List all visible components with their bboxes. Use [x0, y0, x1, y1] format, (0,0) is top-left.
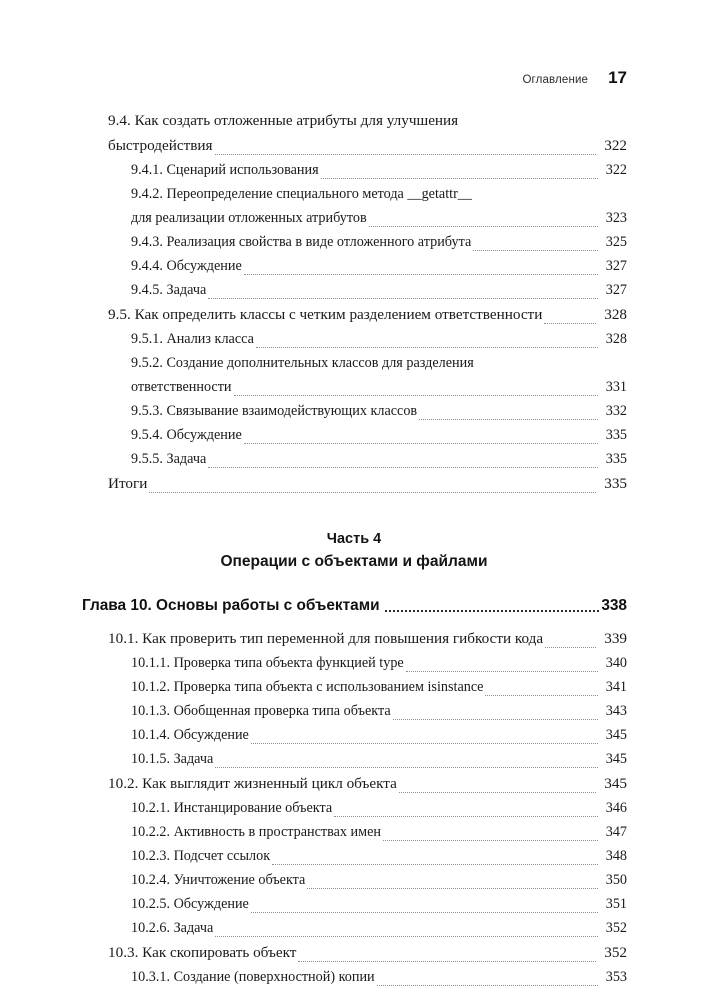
toc-entry[interactable]	[82, 868, 627, 892]
toc-entry-page: 328	[605, 331, 627, 347]
dot-leader	[251, 742, 598, 744]
toc-entry-page: 343	[605, 703, 627, 719]
toc-entry-page: 335	[605, 427, 627, 443]
toc-entry-label: 9.4.4. Обсуждение	[131, 258, 242, 274]
toc-entry-page: 350	[605, 872, 627, 888]
toc-entry[interactable]	[82, 820, 627, 844]
toc-entry-page: 353	[605, 969, 627, 985]
toc-entry-label: 10.2.3. Подсчет ссылок	[131, 848, 271, 864]
toc-entry-page: 322	[604, 137, 627, 154]
toc-entry-page: 348	[605, 848, 627, 864]
toc-entry-page: 327	[605, 282, 627, 298]
toc-entry-label: 9.5.1. Анализ класса	[131, 331, 254, 347]
dot-leader	[307, 887, 598, 889]
toc-entry-page: 341	[605, 679, 627, 695]
running-head-title: Оглавление	[522, 74, 589, 86]
toc-entry-label: 10.3. Как скопировать объект	[108, 944, 297, 961]
toc-entry-label: 10.3.1. Создание (поверхностной) копии	[131, 969, 375, 985]
dot-leader	[334, 815, 598, 817]
toc-entry-page: 345	[604, 775, 627, 792]
toc-entry[interactable]	[82, 158, 627, 182]
toc-entry-label: 10.1.2. Проверка типа объекта с использованием isinstance	[131, 679, 484, 695]
toc-entry-label: 9.5.3. Связывание взаимодействующих классов	[131, 403, 418, 419]
toc-entry-page: 332	[605, 403, 627, 419]
toc-entry-page: 328	[604, 306, 627, 323]
chapter-heading-page: 338	[601, 597, 627, 614]
toc-entry[interactable]	[82, 651, 627, 675]
toc-entry-page: 335	[605, 451, 627, 467]
toc-entry-label: 10.2.5. Обсуждение	[131, 896, 249, 912]
dot-leader	[215, 935, 598, 937]
toc-entry-label-cont: быстродействия	[108, 137, 213, 154]
dot-leader	[393, 718, 598, 720]
toc-entry[interactable]	[82, 940, 627, 965]
part-heading-title: Операции с объектами и файлами	[220, 553, 488, 570]
dot-leader	[149, 491, 596, 493]
toc-entry-label: 10.1.1. Проверка типа объекта функцией type	[131, 655, 404, 671]
toc-entry-page: 322	[605, 162, 627, 178]
toc-entry-page: 335	[604, 475, 627, 492]
toc-entry-label: 9.4.5. Задача	[131, 282, 207, 298]
toc-entry-line-2	[131, 206, 627, 230]
toc-entry-label: 10.2.4. Уничтожение объекта	[131, 872, 306, 888]
toc-entry-label: 9.4. Как создать отложенные атрибуты для улучшения	[108, 112, 459, 129]
dot-leader	[419, 418, 598, 420]
dot-leader	[244, 442, 598, 444]
dot-leader	[385, 609, 600, 612]
dot-leader	[406, 670, 598, 672]
toc-entry-label: 10.1.3. Обобщенная проверка типа объекта	[131, 703, 391, 719]
toc-entry-label: 9.5. Как определить классы с четким разделением ответственности	[108, 306, 543, 323]
toc-entry[interactable]	[82, 278, 627, 302]
dot-leader	[383, 839, 598, 841]
dot-leader	[215, 766, 598, 768]
toc-entry[interactable]	[82, 351, 627, 399]
dot-leader	[298, 960, 596, 962]
toc-entry[interactable]	[82, 327, 627, 351]
toc-entry-label: 10.2. Как выглядит жизненный цикл объекта	[108, 775, 397, 792]
toc-entry-label: 10.1.4. Обсуждение	[131, 727, 249, 743]
dot-leader	[244, 273, 598, 275]
toc-entry-label: 10.2.1. Инстанцирование объекта	[131, 800, 333, 816]
toc-entry[interactable]	[82, 675, 627, 699]
toc-entry-page: 352	[605, 920, 627, 936]
toc-entry[interactable]	[82, 844, 627, 868]
toc-entry-label: 9.4.3. Реализация свойства в виде отложенного атрибута	[131, 234, 472, 250]
toc-entry[interactable]	[82, 254, 627, 278]
toc-entry[interactable]	[82, 471, 627, 496]
toc-entry-page: 352	[604, 944, 627, 961]
dot-leader	[208, 466, 598, 468]
dot-leader	[251, 911, 598, 913]
chapter-heading-entry[interactable]	[82, 597, 627, 615]
toc-entry-label: 10.1. Как проверить тип переменной для повышения гибкости кода	[108, 630, 544, 647]
dot-leader	[208, 297, 598, 299]
dot-leader	[473, 249, 598, 251]
dot-leader	[545, 646, 596, 648]
part-heading	[0, 528, 708, 573]
toc-entry[interactable]	[82, 747, 627, 771]
toc-entry-label: 9.4.1. Сценарий использования	[131, 162, 319, 178]
toc-entry[interactable]	[82, 399, 627, 423]
toc-entry-label: 9.5.4. Обсуждение	[131, 427, 242, 443]
toc-entry-page: 346	[605, 800, 627, 816]
page-folio-number: 17	[608, 68, 627, 87]
toc-entry[interactable]	[82, 916, 627, 940]
toc-entry-page: 323	[605, 210, 627, 226]
dot-leader	[377, 984, 598, 986]
toc-entry[interactable]	[82, 230, 627, 254]
toc-entry-page: 351	[605, 896, 627, 912]
toc-entry-label: 9.5.5. Задача	[131, 451, 207, 467]
toc-entry-label: 9.5.2. Создание дополнительных классов для разделения	[131, 355, 474, 371]
toc-entry-label: 9.4.2. Переопределение специального метода __getattr__	[131, 186, 472, 202]
toc-section-upper	[82, 108, 627, 496]
dot-leader	[321, 177, 598, 179]
dot-leader	[369, 225, 598, 227]
toc-entry[interactable]	[82, 108, 627, 158]
dot-leader	[544, 322, 596, 324]
part-heading-number: Часть 4	[326, 531, 382, 547]
toc-entry-label: 10.2.6. Задача	[131, 920, 214, 936]
toc-entry[interactable]	[82, 723, 627, 747]
toc-entry[interactable]	[82, 965, 627, 989]
dot-leader	[256, 346, 598, 348]
dot-leader	[485, 694, 598, 696]
chapter-heading-label: Глава 10. Основы работы с объектами	[82, 597, 380, 614]
dot-leader	[234, 394, 598, 396]
toc-entry-page: 345	[605, 751, 627, 767]
toc-entry-label: 10.2.2. Активность в пространствах имен	[131, 824, 381, 840]
toc-entry-page: 339	[604, 630, 627, 647]
toc-entry-label-cont: ответственности	[131, 379, 232, 395]
toc-entry-label: 10.1.5. Задача	[131, 751, 214, 767]
toc-entry[interactable]	[82, 771, 627, 796]
dot-leader	[215, 153, 596, 155]
toc-entry[interactable]	[82, 182, 627, 230]
toc-entry[interactable]	[82, 892, 627, 916]
toc-entry-label: Итоги	[108, 475, 148, 492]
toc-entry-line-2	[131, 375, 627, 399]
toc-entry[interactable]	[82, 626, 627, 651]
toc-entry[interactable]	[82, 447, 627, 471]
toc-entry[interactable]	[82, 423, 627, 447]
toc-entry-line-2	[108, 133, 627, 158]
toc-entry-page: 347	[605, 824, 627, 840]
toc-entry-page: 345	[605, 727, 627, 743]
dot-leader	[272, 863, 598, 865]
toc-entry-label-cont: для реализации отложенных атрибутов	[131, 210, 367, 226]
toc-entry-page: 340	[605, 655, 627, 671]
toc-entry-page: 331	[605, 379, 627, 395]
toc-entry[interactable]	[82, 699, 627, 723]
toc-entry[interactable]	[82, 796, 627, 820]
toc-entry-page: 325	[605, 234, 627, 250]
toc-entry[interactable]	[82, 302, 627, 327]
toc-entry-page: 327	[605, 258, 627, 274]
toc-section-lower	[82, 626, 627, 989]
running-head	[522, 68, 627, 88]
dot-leader	[399, 791, 596, 793]
